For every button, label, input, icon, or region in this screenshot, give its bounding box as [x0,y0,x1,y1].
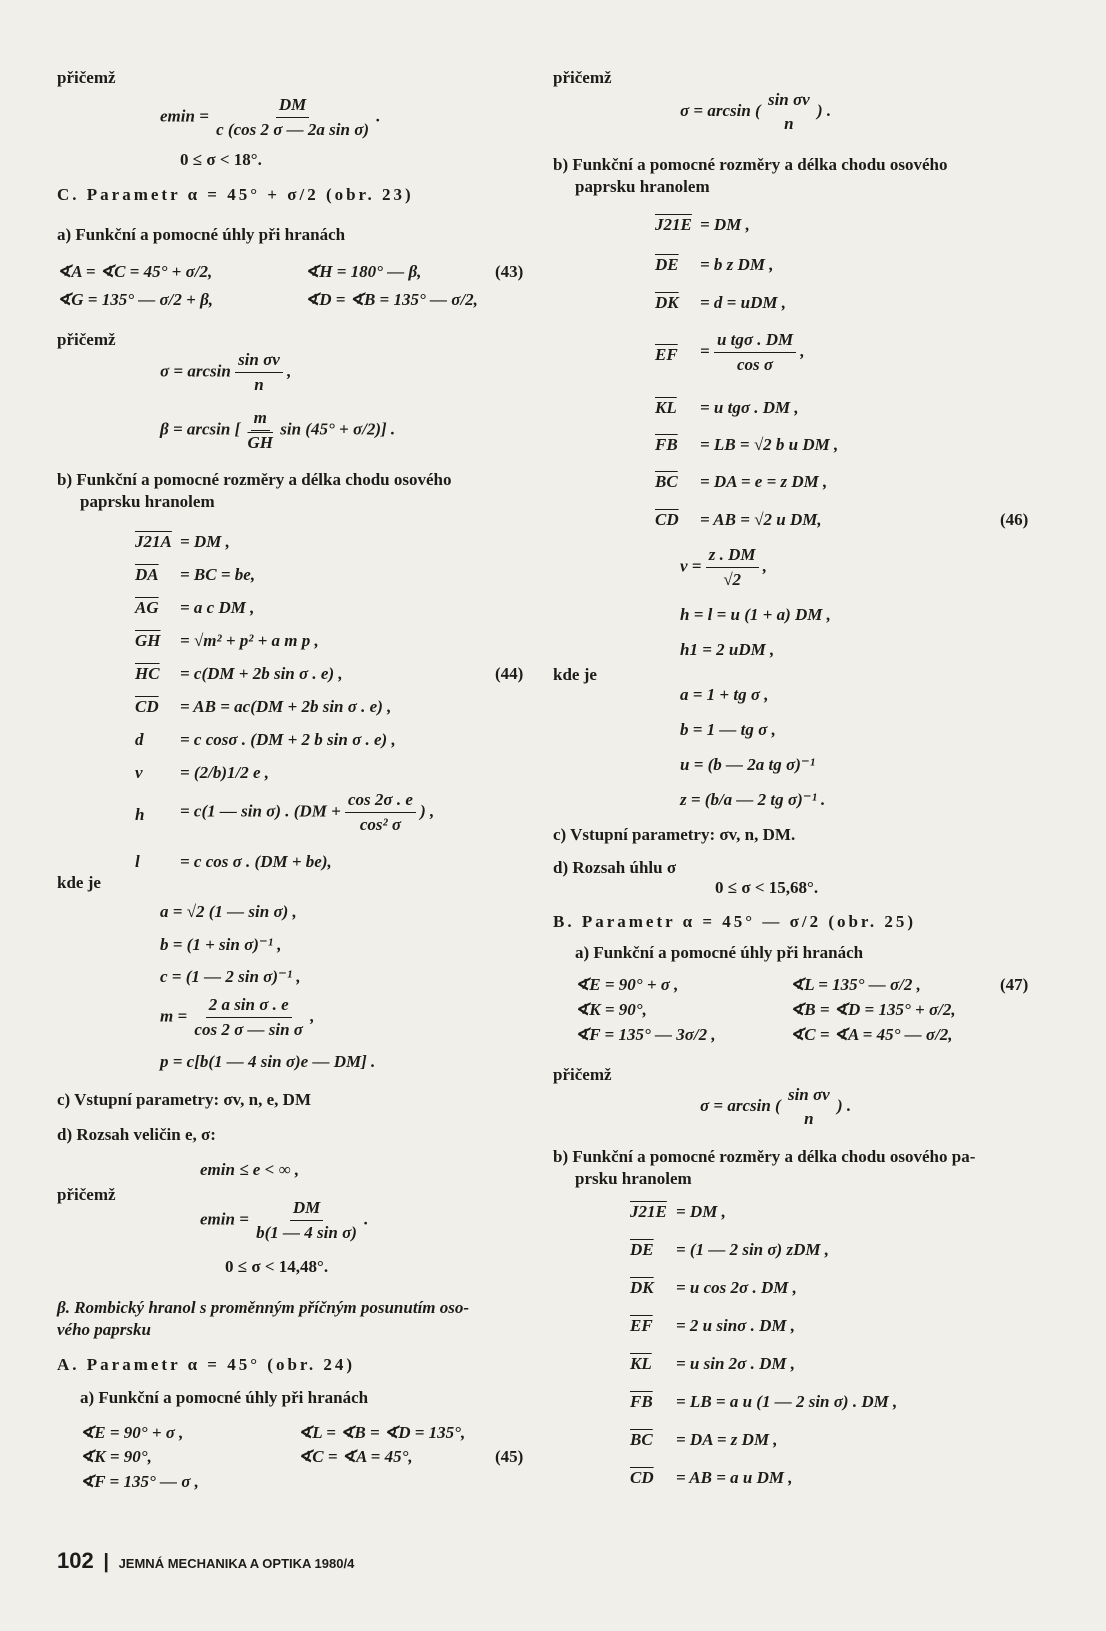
fraction [253,1198,360,1243]
fraction [345,790,416,835]
denominator: cos 2 σ — sin σ [194,1020,303,1039]
angle-eq: ∢D = ∢B = 135° — σ/2, [305,290,478,309]
dimension-label: $\overline{AG}$ [135,598,159,617]
label-pricemz: přičemž [57,330,116,349]
subsection-heading: b) Funkční a pomocné rozměry a délka chodu osového [57,470,452,489]
dimension-value [680,545,767,590]
dimension-value: = DA = e = z DM , [700,472,828,491]
dimension-label: h [135,805,145,824]
equation-number: (46) [1000,510,1029,529]
subsection-heading-cont: paprsku hranolem [575,177,710,196]
angle-eq: ∢K = 90°, [575,1000,647,1019]
equation-sigma [700,1085,851,1129]
page-number: 102 [57,1548,94,1573]
numerator: u tgσ . DM [714,330,796,353]
numerator: sin σv [767,90,810,109]
fraction [765,90,813,134]
subsection-heading: d) Rozsah veličin e, σ: [57,1125,216,1144]
inequality-e: emin ≤ e < ∞ , [200,1160,300,1179]
denominator: n [804,1109,814,1128]
eq-lhs: σ = arcsin ( [680,100,761,120]
label-kde-je: kde je [553,665,597,684]
dimension-label: $\overline{DE}$ [655,255,679,274]
inequality-sigma: 0 ≤ σ < 15,68°. [715,878,819,897]
fraction [235,350,283,395]
dimension-label: $\overline{DK}$ [630,1278,654,1297]
angle-eq: ∢K = 90°, [80,1447,152,1466]
angle-eq: ∢L = ∢B = ∢D = 135°, [298,1423,466,1442]
numerator: z . DM [706,545,759,568]
numerator: cos 2σ . e [345,790,416,813]
eq-part: , [310,1006,315,1026]
equation-emin [200,1198,368,1243]
inequality-sigma: 0 ≤ σ < 14,48°. [225,1257,329,1276]
dimension-label: $\overline{HC}$ [135,664,160,683]
fraction [245,408,277,453]
equation-sigma [680,90,831,134]
definition-eq: p = c[b(1 — 4 sin σ)e — DM] . [160,1052,376,1071]
eq-lhs: σ = arcsin ( [700,1095,781,1115]
angle-eq: ∢F = 135° — σ , [80,1472,199,1491]
section-heading-c [57,185,414,205]
denominator: cos σ [737,355,774,374]
dimension-value: = LB = a u (1 — 2 sin σ) . DM , [676,1392,898,1411]
label-kde-je: kde je [57,873,101,892]
dimension-value: = BC = be, [180,565,256,584]
dimension-value: = b z DM , [700,255,774,274]
dimension-value: = u tgσ . DM , [700,398,799,417]
dimension-label: J21E [630,1202,667,1221]
angle-eq: ∢G = 135° — σ/2 + β, [57,290,214,309]
numerator: sin σv [787,1085,830,1104]
subsection-heading-cont: paprsku hranolem [80,492,215,511]
page-footer: 102 | JEMNÁ MECHANIKA A OPTIKA 1980/4 [57,1548,355,1573]
label-pricemz: přičemž [553,1065,612,1084]
dimension-value: = c(DM + 2b sin σ . e) , [180,664,343,683]
numerator: 2 a sin σ . e [206,995,292,1018]
dimension-label: $\overline{KL}$ [630,1354,652,1373]
subsection-heading: b) Funkční a pomocné rozměry a délka chodu osového pa- [553,1147,976,1166]
equation-number: (45) [495,1447,524,1466]
denominator: n [784,114,794,133]
section-heading-beta-cont: vého paprsku [57,1320,151,1339]
heading-text: A. Parametr α = 45° (obr. 24) [57,1355,356,1374]
dimension-value: = c cos σ . (DM + be), [180,852,332,871]
numerator: sin σv [235,350,283,373]
dimension-value: h1 = 2 uDM , [680,640,775,659]
subsection-heading: a) Funkční a pomocné úhly při hranách [80,1388,369,1407]
dimension-label: d [135,730,144,749]
fraction [785,1085,833,1129]
dimension-value [700,330,805,375]
dimension-label: $\overline{FB}$ [655,435,678,454]
inequality-sigma: 0 ≤ σ < 18°. [180,150,262,169]
equation-sigma: σ = arcsin $\frac{\text{sin σv}}{n}$ , [160,350,292,394]
eq-lhs: β = arcsin [ [160,419,241,439]
dimension-value [180,790,434,835]
denominator: √2 [723,570,742,589]
dimension-label: $\overline{KL}$ [655,398,677,417]
dimension-value: = DM , [676,1202,726,1221]
denominator: b(1 — 4 sin σ) [256,1223,357,1242]
angle-eq: ∢A = ∢C = 45° + σ/2, [57,262,213,281]
dimension-label: l [135,852,140,871]
fraction [213,95,372,140]
definition-eq: u = (b — 2a tg σ)⁻¹ [680,755,815,774]
dimension-label: $\overline{DE}$ [630,1240,654,1259]
dimension-label: J21E [655,215,692,234]
heading-text: C. Parametr α = 45° + σ/2 (obr. 23) [57,185,414,204]
denominator: n [254,375,264,394]
dimension-label: $\overline{CD}$ [655,510,679,529]
dimension-label: $\overline{CD}$ [630,1468,654,1487]
subsection-heading: b) Funkční a pomocné rozměry a délka chodu osového [553,155,948,174]
eq-part: = [700,341,710,361]
dimension-value: = AB = a u DM , [676,1468,793,1487]
dimension-value: = AB = √2 u DM, [700,510,822,529]
angle-eq: ∢F = 135° — 3σ/2 , [575,1025,716,1044]
heading-text: B. Parametr α = 45° — σ/2 (obr. 25) [553,912,917,931]
dimension-label: J21A [135,532,172,551]
journal-name: JEMNÁ MECHANIKA A OPTIKA 1980/4 [118,1556,355,1571]
definition-eq: a = √2 (1 — sin σ) , [160,902,297,921]
subsection-heading: a) Funkční a pomocné úhly při hranách [57,225,346,244]
definition-eq: z = (b/a — 2 tg σ)⁻¹ . [680,790,826,809]
subsection-heading: d) Rozsah úhlu σ [553,858,677,877]
eq-part: , [800,341,805,361]
eq-part: ) , [420,801,435,821]
angle-eq: ∢C = ∢A = 45° — σ/2, [790,1025,953,1044]
dimension-value: = u sin 2σ . DM , [676,1354,795,1373]
angle-eq: ∢C = ∢A = 45°, [298,1447,413,1466]
eq-lhs: v = [680,556,702,576]
label-pricemz: přičemž [553,68,612,87]
label-pricemz: přičemž [57,1185,116,1204]
dimension-value: = d = uDM , [700,293,786,312]
section-heading-b [553,912,916,932]
equation-number: (43) [495,262,524,281]
definition-eq: c = (1 — 2 sin σ)⁻¹ , [160,967,301,986]
fraction [714,330,796,375]
section-heading-beta: β. Rombický hranol s proměnným příčným posunutím oso- [57,1298,470,1317]
dimension-value: = AB = ac(DM + 2b sin σ . e) , [180,697,392,716]
eq-lhs: emin = [200,1209,249,1229]
angle-eq: ∢E = 90° + σ , [575,975,679,994]
equation-number: (44) [495,664,524,683]
denominator: cos² σ [359,815,402,834]
denominator: GH [247,433,274,452]
dimension-value: h = l = u (1 + a) DM , [680,605,831,624]
dimension-label: $\overline{EF}$ [655,345,678,364]
dimension-value: = a c DM , [180,598,255,617]
numerator: DM [276,95,309,118]
numerator: DM [290,1198,323,1221]
dimension-label: $\overline{EF}$ [630,1316,653,1335]
dimension-value: = 2 u sinσ . DM , [676,1316,795,1335]
dimension-value: = c cosσ . (DM + 2 b sin σ . e) , [180,730,396,749]
definition-eq: a = 1 + tg σ , [680,685,769,704]
dimension-label: $\overline{GH}$ [135,631,161,650]
eq-part: , [762,556,767,576]
dimension-label: $\overline{BC}$ [630,1430,653,1449]
angle-eq: ∢B = ∢D = 135° + σ/2, [790,1000,956,1019]
equation-emin: emin = $\frac{DM}{\text{c (cos 2 σ — 2a sin σ)}}$ . [160,95,381,139]
dimension-value: = (2/b)1/2 e , [180,763,270,782]
dimension-label: $\overline{DA}$ [135,565,159,584]
numerator: m [251,408,270,431]
dimension-value: = LB = √2 b u DM , [700,435,839,454]
dimension-value: = DM , [700,215,750,234]
eq-part: ) . [836,1095,852,1115]
subsection-heading: c) Vstupní parametry: σv, n, DM. [553,825,796,844]
definition-eq [160,995,314,1040]
angle-eq: ∢H = 180° — β, [305,262,422,281]
definition-eq: b = (1 + sin σ)⁻¹ , [160,935,282,954]
dimension-value: = u cos 2σ . DM , [676,1278,797,1297]
subsection-heading: a) Funkční a pomocné úhly při hranách [575,943,864,962]
dimension-label: $\overline{DK}$ [655,293,679,312]
equation-beta [160,408,395,453]
eq-part: . [364,1209,369,1229]
dimension-value: = DM , [180,532,230,551]
dimension-label: $\overline{BC}$ [655,472,678,491]
eq-part: = c(1 — sin σ) . (DM + [180,801,341,821]
eq-part: ) . [816,100,832,120]
dimension-value: = (1 — 2 sin σ) zDM , [676,1240,829,1259]
eq-lhs: emin = [160,106,209,126]
equation-number: (47) [1000,975,1029,994]
eq-lhs: σ = arcsin [160,361,231,381]
subsection-heading: c) Vstupní parametry: σv, n, e, DM [57,1090,311,1109]
eq-rest: sin (45° + σ/2)] . [280,419,396,439]
definition-eq: b = 1 — tg σ , [680,720,776,739]
dimension-label: $\overline{CD}$ [135,697,159,716]
denominator: c (cos 2 σ — 2a sin σ) [216,120,370,139]
dimension-label: $\overline{FB}$ [630,1392,653,1411]
dimension-label: v [135,763,143,782]
angle-eq: ∢E = 90° + σ , [80,1423,184,1442]
dimension-value: = DA = z DM , [676,1430,778,1449]
section-heading-a [57,1355,355,1375]
angle-eq: ∢L = 135° — σ/2 , [790,975,921,994]
fraction [706,545,759,590]
fraction [191,995,306,1040]
label-pricemz: přičemž [57,68,116,87]
eq-lhs: m = [160,1006,188,1026]
dimension-value: = √m² + p² + a m p , [180,631,319,650]
subsection-heading-cont: prsku hranolem [575,1169,692,1188]
